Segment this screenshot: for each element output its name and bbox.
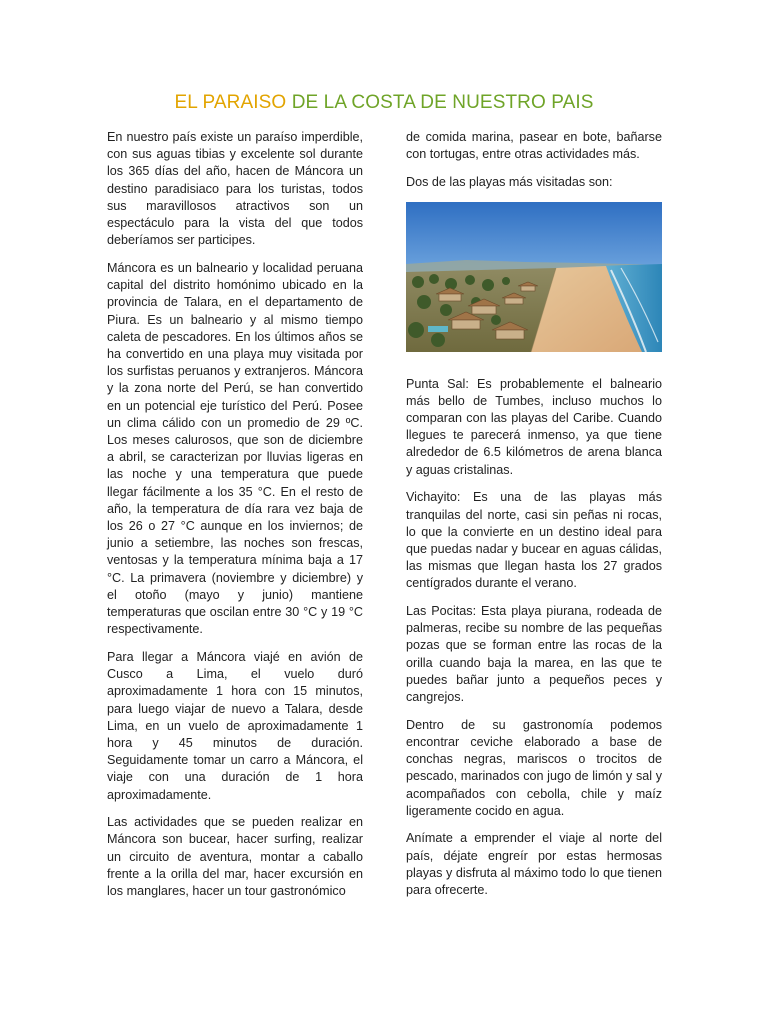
paragraph-closing: Anímate a emprender el viaje al norte del país, déjate engreír por estas hermosas playas y disfruta al máximo todo lo que tienen para ofrecerte. [406,831,662,898]
paragraph-vichayito: Vichayito: Es una de las playas más tranquilas del norte, casi sin peñas ni rocas, lo que la convierte en un destino ideal para que puedas nadar y bucear en aguas cálidas, las mismas que llegan hasta los 27 grados centígrados durante el verano. [406,490,662,591]
beach-photo [406,202,662,352]
page-title [0,92,768,114]
paragraph-activities: Las actividades que se pueden realizar en Máncora son bucear, hacer surfing, realizar un circuito de aventura, montar a caballo frente a la orilla del mar, hacer excursión en los manglares, hacer un tour gastronómico [107,815,363,899]
title-rest: DE LA COSTA DE NUESTRO PAIS [286,92,594,113]
title-highlight: EL PARAISO [174,92,287,113]
paragraph-las-pocitas: Las Pocitas: Esta playa piurana, rodeada de palmeras, recibe su nombre de las pequeñas pozas que se forman entre las rocas de la orilla cuando baja la marea, en las que te puedes bañar junto a pequeños peces y cangrejos. [406,604,662,705]
paragraph-activities-cont: de comida marina, pasear en bote, bañarse con tortugas, entre otras actividades más. [406,130,662,162]
paragraph-mancora: Máncora es un balneario y localidad peruana capital del distrito homónimo ubicado en la provincia de Talara, en el departamento de Piura. Es un balneario y al mismo tiempo caleta de pescadores. En los últimos años se ha convertido en una playa muy visitada por los surfistas peruanos y extranjeros. Máncora y la zona norte del Perú, se han convertido en un potencial eje turístico del Perú. Posee un clima cálido con un promedio de 29 ºC. Los meses calurosos, que son de diciembre a abril, se caracterizan por lluvias ligeras en las noche y una temperatura que puede llegar fácilmente a los 35 °C. En el resto de año, la temperatura de día rara vez baja de los 26 o 27 °C aunque en los inviernos; de junio a setiembre, las noches son frescas, ventosas y la temperatura mínima baja a 17 °C. La primavera (noviembre y diciembre) y el otoño (mayo y junio) mantiene temperaturas que oscilan entre 30 °C y 19 °C respectivamente. [107,260,363,637]
right-column [406,129,662,910]
paragraph-gastronomy: Dentro de su gastronomía podemos encontrar ceviche elaborado a base de conchas negras, mariscos o trocitos de pescado, marinados con jugo de limón y sal y acompañados con cebolla, chile y maíz ligeramente cocido en agua. [406,717,662,818]
paragraph-punta-sal: Punta Sal: Es probablemente el balneario más bello de Tumbes, incluso muchos lo comparan con las playas del Caribe. Cuando llegues te parecerá inmenso, ya que tiene alrededor de 6.5 kilómetros de arena blanca y aguas cristalinas. [406,376,662,477]
paragraph-beaches-intro: Dos de las playas más visitadas son: [406,174,613,189]
paragraph-intro: En nuestro país existe un paraíso imperdible, con sus aguas tibias y excelente sol durante los 365 días del año, hacen de Máncora un destino paradisiaco para los turistas, todos sus maravillosos atractivos son un espectáculo para la vista del que todos deberíamos ser participes. [107,130,363,248]
left-column [107,129,363,911]
paragraph-travel: Para llegar a Máncora viajé en avión de Cusco a Lima, el vuelo duró aproximadamente 1 hora con 15 minutos, para luego viajar de nuevo a Talara, desde Lima, en un vuelo de aproximadamente 1 hora y 45 minutos de duración. Seguidamente tomar un carro a Máncora, el viaje con una duración de 1 hora aproximadamente. [107,649,363,802]
